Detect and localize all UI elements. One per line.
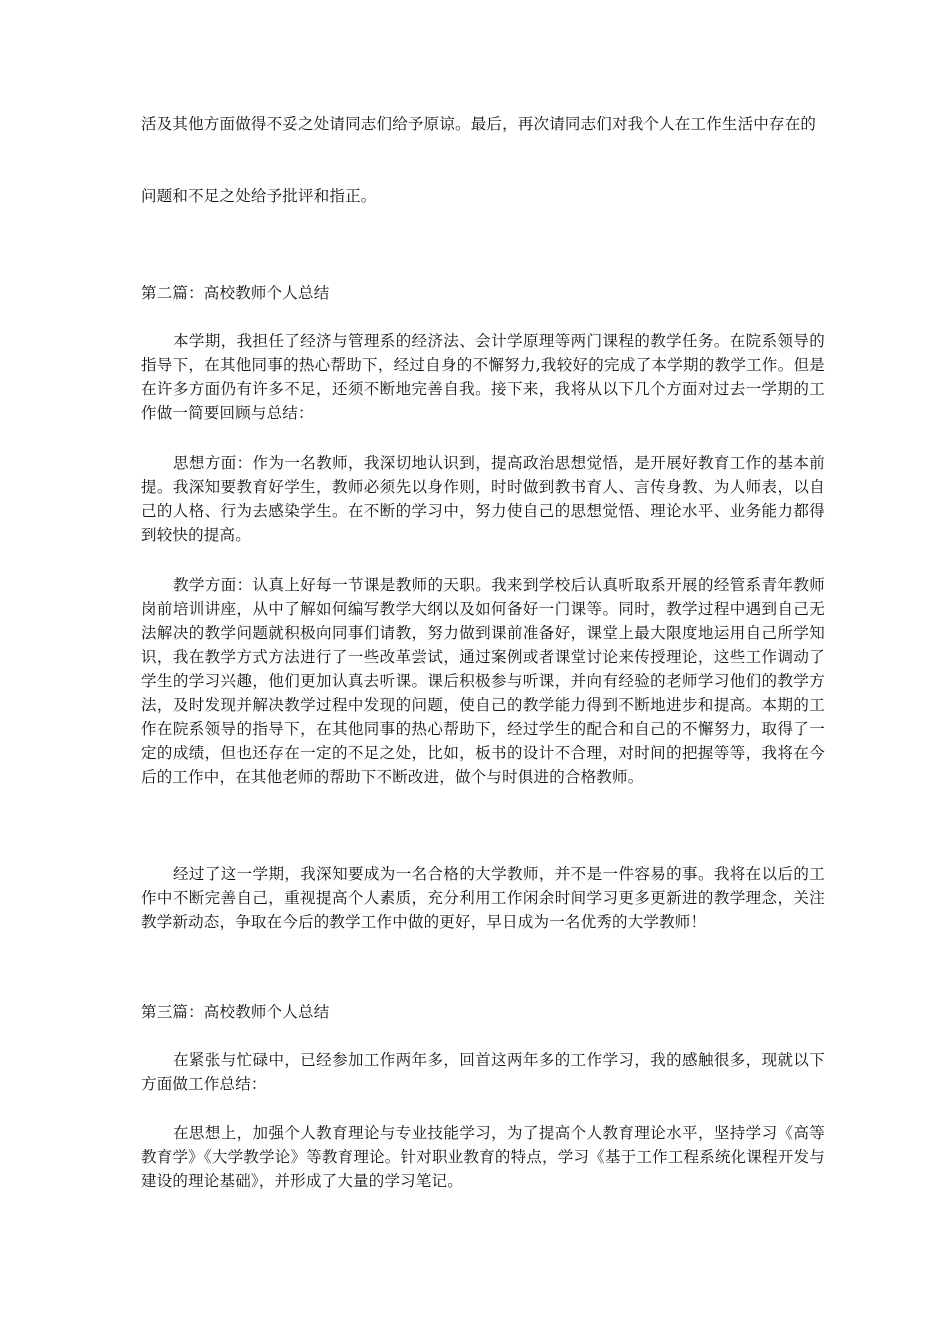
paragraph-intro: 本学期，我担任了经济与管理系的经济法、会计学原理等两门课程的教学任务。在院系领导的指导下，在其他同事的热心帮助下，经过自身的不懈努力,我较好的完成了本学期的教学工作。但是在许多方面仍有许多不足，还须不断地完善自我。接下来，我将从以下几个方面对过去一学期的工作做一简要回顾与总结： <box>141 332 825 422</box>
paragraph-teaching: 教学方面：认真上好每一节课是教师的天职。我来到学校后认真听取系开展的经管系青年教师岗前培训讲座，从中了解如何编写教学大纲以及如何备好一门课等。同时，教学过程中遇到自己无法解决的教学问题就积极向同事们请教，努力做到课前准备好，课堂上最大限度地运用自己所学知识，我在教学方式方法进行了一些改革尝试，通过案例或者课堂讨论来传授理论，这些工作调动了学生的学习兴趣，他们更加认真去听课。课后积极参与听课，并向有经验的老师学习他们的教学方法，及时发现并解决教学过程中发现的问题，使自己的教学能力得到不断地进步和提高。本期的工作在院系领导的指导下，在其他同事的热心帮助下，经过学生的配合和自己的不懈努力，取得了一定的成绩，但也还存在一定的不足之处，比如，板书的设计不合理，对时间的把握等等，我将在今后的工作中，在其他老师的帮助下不断改进，做个与时俱进的合格教师。 <box>141 576 825 786</box>
paragraph-closing-end: 问题和不足之处给予批评和指正。 <box>141 187 377 205</box>
paragraph-thought: 思想方面：作为一名教师，我深切地认识到，提高政治思想觉悟，是开展好教育工作的基本前提。我深知要教育好学生，教师必须先以身作则，时时做到教书育人、言传身教、为人师表，以自己的人格、行为去感染学生。在不断的学习中，努力使自己的思想觉悟、理论水平、业务能力都得到较快的提高。 <box>141 454 825 544</box>
paragraph-section3-intro: 在紧张与忙碌中，已经参加工作两年多，回首这两年多的工作学习，我的感触很多，现就以下方面做工作总结： <box>141 1051 825 1093</box>
section-heading-2: 第二篇：高校教师个人总结 <box>141 284 330 302</box>
paragraph-closing-line: 活及其他方面做得不妥之处请同志们给予原谅。最后，再次请同志们对我个人在工作生活中存在的 <box>141 115 817 133</box>
section-heading-3: 第三篇：高校教师个人总结 <box>141 1003 330 1021</box>
paragraph-section3-thought: 在思想上，加强个人教育理论与专业技能学习，为了提高个人教育理论水平，坚持学习《高等教育学》《大学教学论》等教育理论。针对职业教育的特点，学习《基于工作工程系统化课程开发与建设的理论基础》，并形成了大量的学习笔记。 <box>141 1124 825 1190</box>
paragraph-conclusion: 经过了这一学期，我深知要成为一名合格的大学教师，并不是一件容易的事。我将在以后的工作中不断完善自己，重视提高个人素质，充分利用工作闲余时间学习更多更新进的教学理念，关注教学新动态，争取在今后的教学工作中做的更好，早日成为一名优秀的大学教师！ <box>141 865 825 931</box>
